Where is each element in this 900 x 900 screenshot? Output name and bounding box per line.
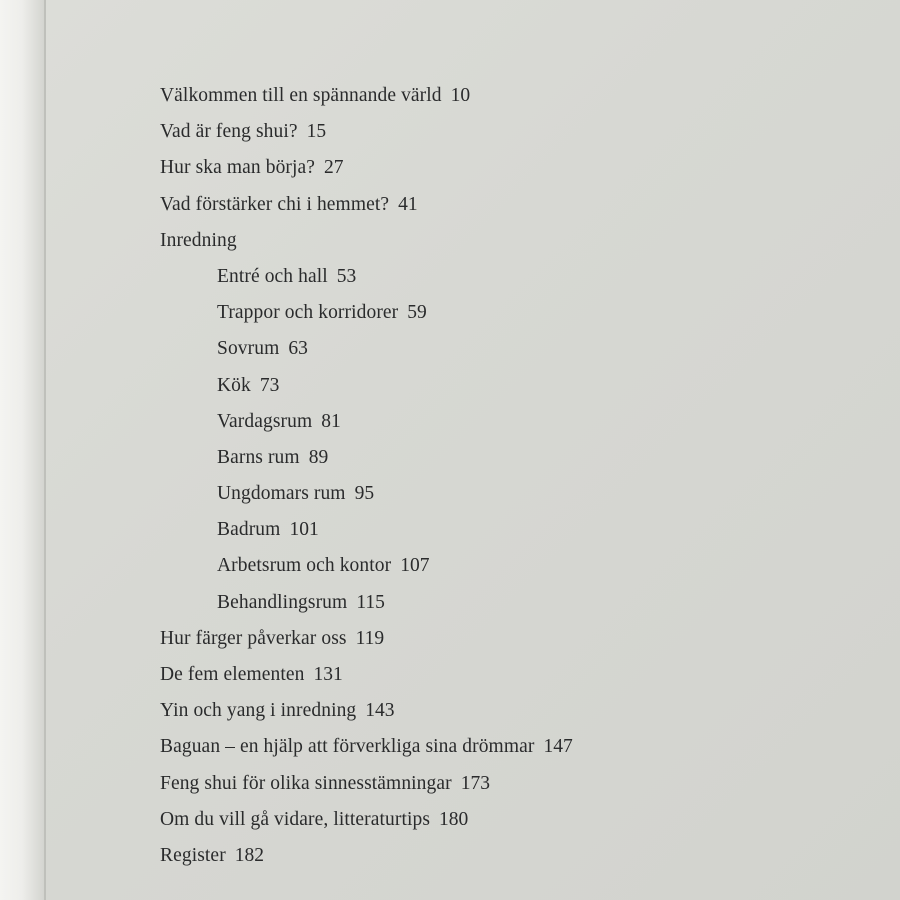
toc-entry-title: Hur ska man börja? (160, 157, 316, 179)
toc-entry-page: 147 (543, 736, 573, 758)
toc-entry-4 (160, 223, 860, 259)
toc-entry-page: 10 (450, 85, 471, 106)
toc-section-heading: Inredning (160, 229, 237, 251)
toc-entry-title: Välkommen till en spännande värld (160, 85, 442, 106)
toc-entry-page: 95 (354, 483, 375, 505)
toc-entry-page: 173 (460, 772, 490, 794)
toc-entry-0 (160, 78, 860, 114)
toc-entry-1 (160, 114, 860, 150)
toc-entry-13 (160, 548, 860, 584)
toc-entry-8 (160, 368, 860, 404)
toc-entry-14 (160, 585, 860, 621)
toc-entry-title: Arbetsrum och kontor (217, 555, 392, 577)
toc-entry-page: 131 (313, 664, 343, 685)
table-of-contents (160, 78, 860, 874)
toc-entry-20 (160, 802, 860, 838)
toc-entry-2 (160, 150, 860, 186)
toc-entry-title: Register (160, 844, 226, 866)
toc-entry-title: Sovrum (217, 338, 280, 360)
toc-entry-title: Om du vill gå vidare, litteraturtips (160, 808, 431, 830)
toc-entry-title: Vad förstärker chi i hemmet? (160, 193, 390, 215)
toc-entry-7 (160, 331, 860, 367)
toc-entry-title: Trappor och korridorer (217, 302, 399, 324)
toc-entry-title: Vardagsrum (217, 410, 313, 432)
toc-entry-6 (160, 295, 860, 331)
toc-entry-16 (160, 657, 860, 693)
toc-entry-title: Ungdomars rum (217, 483, 346, 505)
toc-entry-page: 59 (407, 302, 427, 324)
facing-page-edge (0, 0, 48, 900)
toc-entry-3 (160, 187, 860, 223)
toc-entry-title: Barns rum (217, 446, 300, 468)
toc-entry-page: 89 (308, 446, 329, 468)
toc-entry-page: 119 (355, 627, 385, 649)
toc-entry-page: 101 (289, 519, 319, 541)
toc-entry-page: 27 (324, 157, 344, 179)
toc-entry-21 (160, 838, 860, 874)
toc-entry-title: Badrum (217, 519, 281, 541)
toc-entry-page: 143 (365, 700, 395, 722)
book-page (46, 0, 900, 900)
toc-entry-19 (160, 766, 860, 802)
toc-entry-page: 63 (288, 338, 308, 360)
toc-entry-page: 41 (398, 193, 418, 215)
toc-entry-title: Hur färger påverkar oss (160, 627, 347, 649)
toc-entry-10 (160, 440, 860, 476)
toc-entry-11 (160, 476, 860, 512)
toc-entry-title: Behandlingsrum (217, 591, 348, 613)
toc-entry-title: Baguan – en hjälp att förverkliga sina drömmar (160, 736, 535, 758)
toc-entry-page: 81 (321, 410, 341, 432)
toc-entry-page: 107 (400, 555, 430, 577)
toc-entry-title: Entré och hall (217, 265, 328, 287)
toc-entry-title: Yin och yang i inredning (160, 700, 357, 722)
toc-entry-17 (160, 693, 860, 729)
toc-entry-page: 15 (306, 121, 327, 143)
toc-entry-page: 73 (259, 374, 280, 396)
toc-entry-page: 115 (356, 591, 385, 613)
toc-entry-5 (160, 259, 860, 295)
toc-entry-9 (160, 404, 860, 440)
toc-entry-15 (160, 621, 860, 657)
toc-entry-title: Vad är feng shui? (160, 121, 298, 143)
toc-entry-12 (160, 512, 860, 548)
toc-entry-title: De fem elementen (160, 664, 305, 685)
toc-entry-page: 53 (336, 265, 357, 287)
toc-entry-18 (160, 729, 860, 765)
toc-entry-page: 180 (439, 808, 469, 830)
toc-entry-title: Feng shui för olika sinnesstämningar (160, 772, 452, 794)
toc-entry-title: Kök (217, 374, 251, 396)
toc-entry-page: 182 (234, 844, 265, 866)
